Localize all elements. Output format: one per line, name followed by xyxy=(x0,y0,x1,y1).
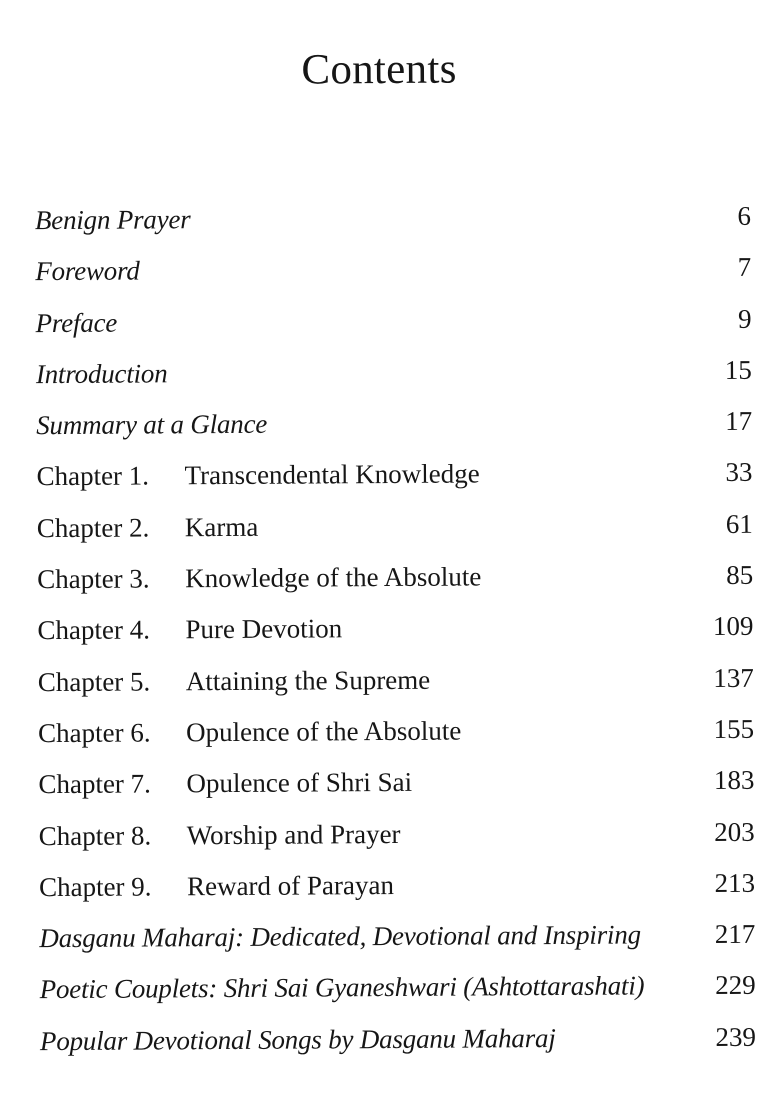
toc-entry[interactable] xyxy=(37,499,753,555)
page-number: 61 xyxy=(725,508,753,539)
entry-title: Pure Devotion xyxy=(185,613,343,645)
page-number: 155 xyxy=(713,713,755,744)
toc-entry[interactable] xyxy=(36,447,752,503)
page-number: 17 xyxy=(725,405,753,437)
page-number: 229 xyxy=(715,970,756,1001)
toc-entry[interactable] xyxy=(38,704,754,760)
page-number: 137 xyxy=(713,662,754,693)
toc-entry[interactable] xyxy=(38,652,754,708)
entry-title: Preface xyxy=(35,307,118,338)
table-of-contents xyxy=(35,191,756,1067)
page-number: 109 xyxy=(712,611,754,642)
toc-entry[interactable] xyxy=(35,242,751,298)
entry-title: Opulence of Shri Sai xyxy=(186,767,413,799)
chapter-number: Chapter 6. xyxy=(37,717,151,749)
entry-title: Reward of Parayan xyxy=(186,869,395,902)
toc-entry[interactable] xyxy=(39,806,755,862)
page-number: 9 xyxy=(737,303,752,334)
page-number: 15 xyxy=(724,354,752,385)
toc-entry[interactable] xyxy=(35,293,751,349)
toc-entry[interactable] xyxy=(37,601,753,657)
entry-title: Poetic Couplets: Shri Sai Gyaneshwari (Ashtottarashati) xyxy=(39,970,645,1005)
entry-title: Foreword xyxy=(35,255,140,287)
toc-entry[interactable] xyxy=(39,858,755,914)
chapter-number: Chapter 3. xyxy=(37,563,150,595)
entry-title: Introduction xyxy=(35,358,168,390)
entry-title: Attaining the Supreme xyxy=(185,664,431,696)
toc-entry[interactable] xyxy=(40,1012,756,1068)
chapter-number: Chapter 9. xyxy=(38,871,152,903)
chapter-number: Chapter 1. xyxy=(36,460,150,492)
chapter-number: Chapter 4. xyxy=(37,614,151,646)
toc-entry[interactable] xyxy=(35,191,751,247)
page-number: 183 xyxy=(713,765,755,796)
page-number: 217 xyxy=(714,918,756,950)
toc-entry[interactable] xyxy=(36,345,752,401)
page-number: 85 xyxy=(726,559,754,591)
toc-entry[interactable] xyxy=(40,960,756,1016)
entry-title: Worship and Prayer xyxy=(186,818,401,850)
page-title: Contents xyxy=(301,45,457,94)
entry-title: Dasganu Maharaj: Dedicated, Devotional and Inspiring xyxy=(39,919,641,954)
page-number: 7 xyxy=(737,252,752,283)
chapter-number: Chapter 8. xyxy=(38,820,152,851)
page-number: 6 xyxy=(737,200,752,231)
toc-entry[interactable] xyxy=(37,550,753,606)
entry-title: Opulence of the Absolute xyxy=(185,715,462,748)
page-number: 213 xyxy=(714,867,756,898)
chapter-number: Chapter 7. xyxy=(38,768,151,800)
page-number: 33 xyxy=(725,457,753,488)
toc-entry[interactable] xyxy=(39,909,755,965)
toc-entry[interactable] xyxy=(36,396,752,452)
entry-title: Summary at a Glance xyxy=(36,408,268,441)
toc-entry[interactable] xyxy=(38,755,754,811)
chapter-number: Chapter 2. xyxy=(36,512,150,543)
chapter-number: Chapter 5. xyxy=(37,666,151,697)
entry-title: Knowledge of the Absolute xyxy=(185,561,482,594)
entry-title: Popular Devotional Songs by Dasganu Maharaj xyxy=(39,1022,556,1056)
entry-title: Benign Prayer xyxy=(34,204,191,236)
entry-title: Karma xyxy=(184,511,259,543)
entry-title: Transcendental Knowledge xyxy=(184,458,480,491)
page-number: 239 xyxy=(715,1021,757,1052)
page-number: 203 xyxy=(714,816,755,847)
